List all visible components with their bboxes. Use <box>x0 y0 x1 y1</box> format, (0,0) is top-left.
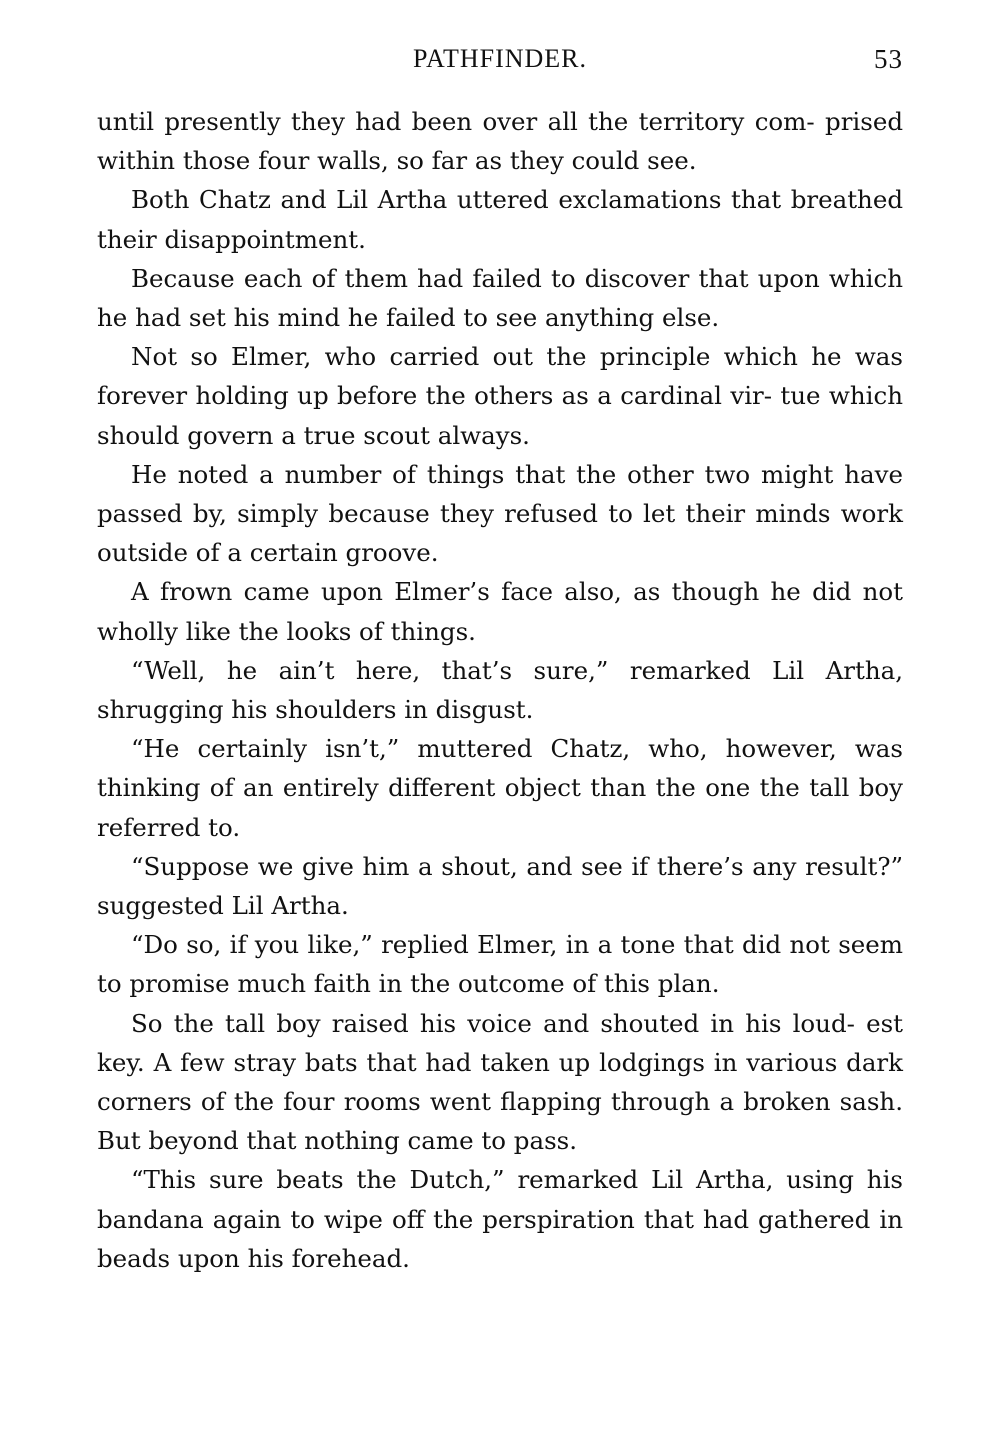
paragraph: “Well, he ain’t here, that’s sure,” remarked Lil Artha, shrugging his shoulders in disgust. <box>97 655 903 725</box>
paragraph: A frown came upon Elmer’s face also, as though he did not wholly like the looks of things. <box>97 577 903 646</box>
paragraph: until presently they had been over all the territory com- prised within those four walls, so far as they could see. <box>97 107 903 176</box>
paragraph: “This sure beats the Dutch,” remarked Lil Artha, using his bandana again to wipe off the perspiration that had gathered in beads upon his forehead. <box>97 1165 903 1273</box>
body-text <box>97 102 903 1278</box>
page-number: 53 <box>874 44 903 74</box>
paragraph: “Suppose we give him a shout, and see if there’s any result?” suggested Lil Artha. <box>97 851 903 921</box>
paragraph: “He certainly isn’t,” muttered Chatz, who, however, was thinking of an entirely different object than the one the tall boy referred to. <box>97 734 903 842</box>
running-title: PATHFINDER. <box>412 44 588 73</box>
paragraph: He noted a number of things that the other two might have passed by, simply because they refused to let their minds work outside of a certain groove. <box>97 459 903 568</box>
paragraph: Not so Elmer, who carried out the principle which he was forever holding up before the others as a cardinal vir- tue which should govern a true scout always. <box>97 342 903 450</box>
paragraph: So the tall boy raised his voice and shouted in his loud- est key. A few stray bats that had taken up lodgings in various dark corners of the four rooms went flapping through a broken sash. But beyond that nothing came to pass. <box>97 1008 903 1156</box>
book-page <box>97 36 903 1278</box>
paragraph: Because each of them had failed to discover that upon which he had set his mind he failed to see anything else. <box>97 263 903 333</box>
running-head <box>97 36 903 80</box>
paragraph: Both Chatz and Lil Artha uttered exclamations that breathed their disappointment. <box>97 185 903 254</box>
paragraph: “Do so, if you like,” replied Elmer, in a tone that did not seem to promise much faith in the outcome of this plan. <box>97 930 903 999</box>
